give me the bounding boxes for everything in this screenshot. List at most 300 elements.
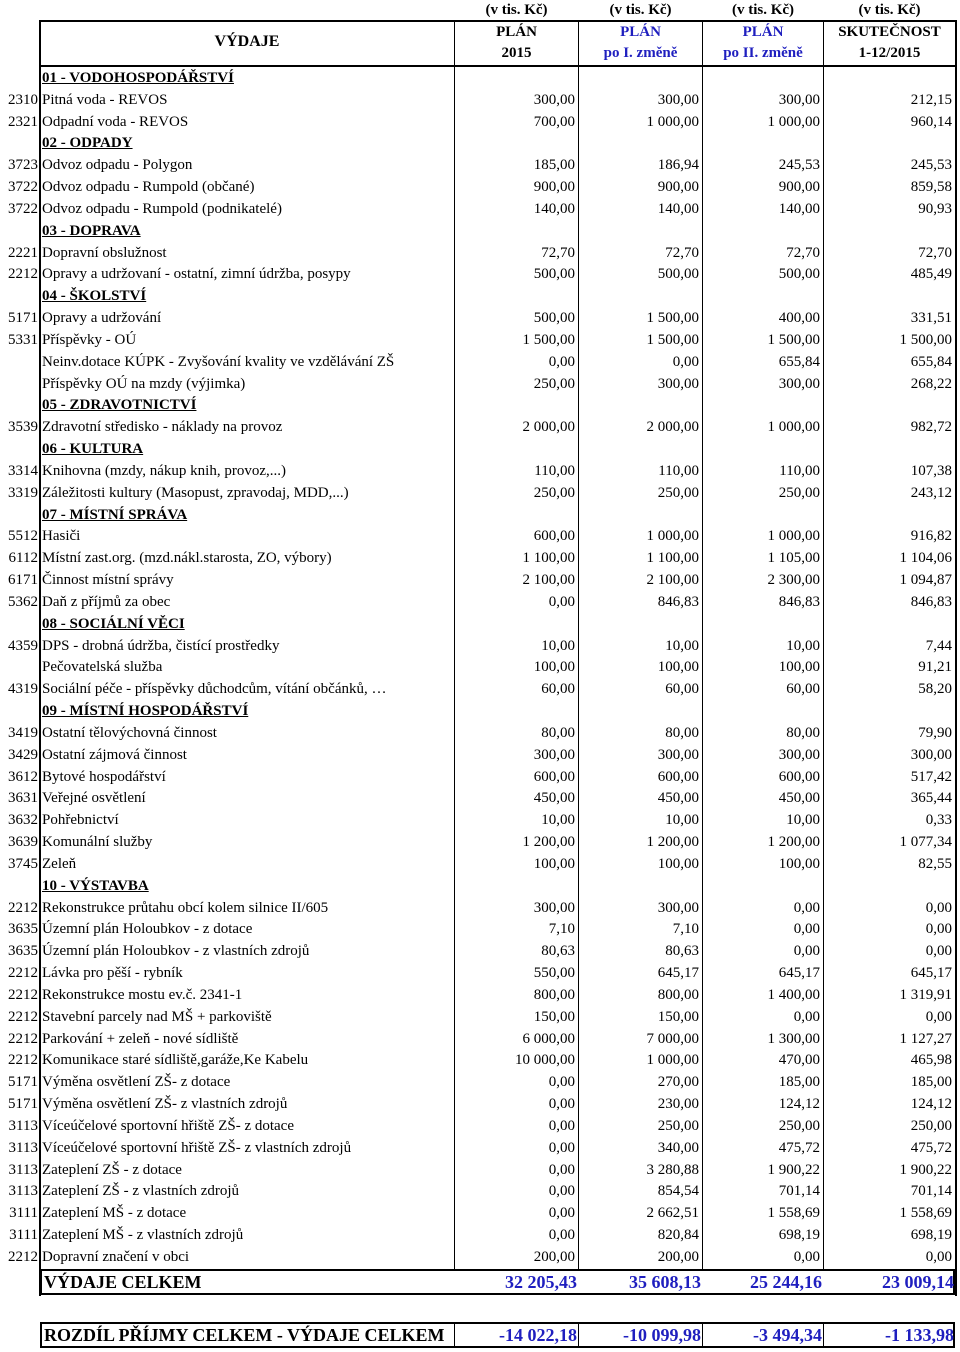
value-col-2: 270,00 bbox=[657, 1074, 699, 1091]
value-col-1: 250,00 bbox=[533, 484, 575, 501]
value-col-4: 1 558,69 bbox=[899, 1205, 952, 1222]
table-row bbox=[0, 809, 960, 831]
value-col-4: 212,15 bbox=[910, 91, 952, 108]
value-col-3: 0,00 bbox=[793, 921, 820, 938]
section-title: 04 - ŠKOLSTVÍ bbox=[42, 288, 147, 305]
table-row bbox=[0, 525, 960, 547]
table-row bbox=[0, 307, 960, 329]
col3-header-line2: po II. změně bbox=[723, 45, 803, 61]
value-col-2: 10,00 bbox=[665, 637, 699, 654]
table-row bbox=[0, 242, 960, 264]
value-col-4: 300,00 bbox=[910, 746, 952, 763]
value-col-3: 250,00 bbox=[778, 484, 820, 501]
table-row bbox=[0, 460, 960, 482]
value-col-2: 7 000,00 bbox=[646, 1030, 699, 1047]
section-header-row bbox=[0, 613, 960, 635]
budget-code: 3639 bbox=[8, 834, 38, 851]
value-col-2: 3 280,88 bbox=[646, 1161, 699, 1178]
value-col-3: 0,00 bbox=[793, 899, 820, 916]
value-col-4: 1 500,00 bbox=[899, 331, 952, 348]
value-col-1: 7,10 bbox=[548, 921, 575, 938]
section-title: 09 - MÍSTNÍ HOSPODÁŘSTVÍ bbox=[42, 703, 249, 720]
item-name: Pitná voda - REVOS bbox=[42, 91, 168, 108]
item-name: Zdravotní středisko - náklady na provoz bbox=[42, 419, 283, 436]
table-row bbox=[0, 678, 960, 700]
value-col-2: 200,00 bbox=[657, 1248, 699, 1265]
value-col-3: 400,00 bbox=[778, 310, 820, 327]
value-col-2: 340,00 bbox=[657, 1139, 699, 1156]
unit-label-3: (v tis. Kč) bbox=[731, 2, 795, 18]
value-col-4: 58,20 bbox=[918, 681, 952, 698]
value-col-1: 0,00 bbox=[548, 1139, 575, 1156]
value-col-4: 0,00 bbox=[925, 921, 952, 938]
budget-code: 3113 bbox=[8, 1117, 38, 1134]
table-row bbox=[0, 569, 960, 591]
value-col-1: 10 000,00 bbox=[515, 1052, 575, 1069]
budget-code: 3539 bbox=[8, 419, 38, 436]
section-header-row bbox=[0, 132, 960, 154]
value-col-1: 300,00 bbox=[533, 91, 575, 108]
value-col-4: 1 319,91 bbox=[899, 986, 952, 1003]
header-top-border bbox=[40, 20, 956, 22]
item-name: Odvoz odpadu - Rumpold (podnikatelé) bbox=[42, 200, 282, 217]
item-name: Ostatní zájmová činnost bbox=[42, 746, 187, 763]
value-col-4: 655,84 bbox=[910, 353, 952, 370]
item-name: Víceúčelové sportovní hřiště ZŠ- z vlastních zdrojů bbox=[42, 1139, 352, 1156]
value-col-4: 0,33 bbox=[925, 812, 952, 829]
value-col-2: 110,00 bbox=[658, 462, 699, 479]
value-col-2: 846,83 bbox=[657, 593, 699, 610]
item-name: Daň z příjmů za obec bbox=[42, 593, 171, 610]
value-col-3: 900,00 bbox=[778, 179, 820, 196]
budget-code: 2212 bbox=[8, 1008, 38, 1025]
item-name: Opravy a udržování bbox=[42, 310, 162, 327]
budget-code: 3632 bbox=[8, 812, 38, 829]
item-name: Hasiči bbox=[42, 528, 81, 545]
budget-code: 3113 bbox=[8, 1183, 38, 1200]
value-col-2: 1 000,00 bbox=[646, 1052, 699, 1069]
value-col-4: 0,00 bbox=[925, 943, 952, 960]
value-col-1: 10,00 bbox=[541, 812, 575, 829]
item-name: Parkování + zeleň - nové sídliště bbox=[42, 1030, 239, 1047]
budget-code: 2212 bbox=[8, 1052, 38, 1069]
value-col-2: 186,94 bbox=[657, 157, 699, 174]
diff-divider-2 bbox=[578, 1324, 579, 1346]
table-row bbox=[0, 1137, 960, 1159]
item-name: Výměna osvětlení ZŠ- z vlastních zdrojů bbox=[42, 1096, 288, 1112]
value-col-2: 7,10 bbox=[672, 921, 699, 938]
table-row bbox=[0, 897, 960, 919]
value-col-3: 500,00 bbox=[778, 266, 820, 283]
value-col-2: 300,00 bbox=[657, 899, 699, 916]
col4-header-line1: SKUTEČNOST bbox=[838, 24, 941, 40]
value-col-2: 1 000,00 bbox=[646, 113, 699, 130]
budget-code bbox=[0, 373, 39, 395]
section-header-row bbox=[0, 394, 960, 416]
item-name: Rekonstrukce mostu ev.č. 2341-1 bbox=[42, 986, 243, 1003]
budget-code: 5362 bbox=[8, 593, 38, 610]
table-row bbox=[0, 1180, 960, 1202]
table-row bbox=[0, 416, 960, 438]
value-col-4: 916,82 bbox=[910, 528, 952, 545]
item-name: Zateplení ZŠ - z vlastních zdrojů bbox=[42, 1183, 240, 1200]
value-col-4: 859,58 bbox=[910, 179, 952, 196]
table-row bbox=[0, 1202, 960, 1224]
table-row bbox=[0, 373, 960, 395]
value-col-2: 600,00 bbox=[657, 768, 699, 785]
value-col-4: 107,38 bbox=[910, 462, 952, 479]
table-row bbox=[0, 482, 960, 504]
value-col-4: 90,93 bbox=[918, 200, 952, 217]
section-header-row bbox=[0, 285, 960, 307]
value-col-3: 0,00 bbox=[793, 1008, 820, 1025]
value-col-4: 250,00 bbox=[910, 1117, 952, 1134]
value-col-3: 1 500,00 bbox=[767, 331, 820, 348]
value-col-4: 517,42 bbox=[910, 768, 952, 785]
value-col-4: 1 127,27 bbox=[899, 1030, 952, 1047]
value-col-3: 645,17 bbox=[778, 965, 820, 982]
item-name: Odpadní voda - REVOS bbox=[42, 113, 189, 130]
item-name: Lávka pro pěší - rybník bbox=[42, 965, 183, 982]
difference-value-3: -3 494,34 bbox=[753, 1325, 822, 1345]
value-col-2: 2 662,51 bbox=[646, 1205, 699, 1222]
value-col-2: 854,54 bbox=[657, 1183, 699, 1200]
value-col-4: 365,44 bbox=[910, 790, 952, 807]
item-name: Příspěvky OÚ na mzdy (výjimka) bbox=[42, 375, 246, 392]
budget-code: 3745 bbox=[8, 855, 38, 872]
value-col-3: 300,00 bbox=[778, 375, 820, 392]
value-col-4: 245,53 bbox=[910, 157, 952, 174]
budget-code bbox=[0, 656, 39, 678]
value-col-4: 960,14 bbox=[910, 113, 952, 130]
value-col-2: 1 200,00 bbox=[646, 834, 699, 851]
item-name: Komunální služby bbox=[42, 834, 153, 851]
value-col-2: 230,00 bbox=[657, 1096, 699, 1112]
value-col-1: 0,00 bbox=[548, 1183, 575, 1200]
budget-code: 3631 bbox=[8, 790, 38, 807]
budget-code: 5171 bbox=[8, 310, 38, 327]
value-col-1: 2 100,00 bbox=[522, 572, 575, 589]
value-col-1: 300,00 bbox=[533, 899, 575, 916]
table-row bbox=[0, 198, 960, 220]
value-col-2: 250,00 bbox=[657, 1117, 699, 1134]
item-name: Dopravní značení v obci bbox=[42, 1248, 190, 1265]
budget-code: 3429 bbox=[8, 746, 38, 763]
section-header-row bbox=[0, 220, 960, 242]
value-col-1: 150,00 bbox=[533, 1008, 575, 1025]
section-title: 06 - KULTURA bbox=[42, 441, 144, 458]
item-name: Odvoz odpadu - Rumpold (občané) bbox=[42, 179, 255, 196]
section-title: 07 - MÍSTNÍ SPRÁVA bbox=[42, 506, 188, 523]
value-col-3: 10,00 bbox=[786, 637, 820, 654]
value-col-1: 0,00 bbox=[548, 1205, 575, 1222]
table-row bbox=[0, 591, 960, 613]
section-title: 02 - ODPADY bbox=[42, 135, 133, 152]
item-name: Ostatní tělovýchovná činnost bbox=[42, 724, 217, 741]
value-col-3: 2 300,00 bbox=[767, 572, 820, 589]
section-title: 10 - VÝSTAVBA bbox=[42, 877, 149, 894]
value-col-4: 268,22 bbox=[910, 375, 952, 392]
value-col-4: 485,49 bbox=[910, 266, 952, 283]
section-header-row bbox=[0, 67, 960, 89]
value-col-4: 982,72 bbox=[910, 419, 952, 436]
total-value-2: 35 608,13 bbox=[629, 1272, 701, 1292]
difference-row bbox=[40, 1322, 955, 1348]
item-name: Místní zast.org. (mzd.nákl.starosta, ZO, výbory) bbox=[42, 550, 332, 567]
value-col-2: 10,00 bbox=[665, 812, 699, 829]
table-row bbox=[0, 1159, 960, 1181]
item-name: Územní plán Holoubkov - z dotace bbox=[42, 921, 253, 938]
col4-header-line2: 1-12/2015 bbox=[858, 45, 921, 61]
value-col-3: 450,00 bbox=[778, 790, 820, 807]
table-row bbox=[0, 984, 960, 1006]
item-name: Zateplení MŠ - z vlastních zdrojů bbox=[42, 1226, 244, 1243]
value-col-4: 79,90 bbox=[918, 724, 952, 741]
value-col-2: 2 100,00 bbox=[646, 572, 699, 589]
budget-code: 5171 bbox=[8, 1096, 38, 1112]
total-value-3: 25 244,16 bbox=[750, 1272, 822, 1292]
table-row bbox=[0, 1028, 960, 1050]
value-col-4: 0,00 bbox=[925, 1248, 952, 1265]
value-col-3: 1 000,00 bbox=[767, 419, 820, 436]
difference-value-4: -1 133,98 bbox=[885, 1325, 954, 1345]
budget-code: 2212 bbox=[8, 899, 38, 916]
item-name: Příspěvky - OÚ bbox=[42, 331, 137, 348]
unit-label-2: (v tis. Kč) bbox=[609, 2, 672, 18]
item-name: Sociální péče - příspěvky důchodcům, vítání občánků, … bbox=[42, 681, 387, 698]
value-col-1: 1 100,00 bbox=[522, 550, 575, 567]
diff-divider-1 bbox=[454, 1324, 455, 1346]
item-name: Pohřebnictví bbox=[42, 812, 119, 829]
value-col-4: 331,51 bbox=[910, 310, 952, 327]
value-col-2: 140,00 bbox=[657, 200, 699, 217]
budget-code: 3419 bbox=[8, 724, 38, 741]
difference-label: ROZDÍL PŘÍJMY CELKEM - VÝDAJE CELKEM bbox=[44, 1325, 445, 1345]
value-col-2: 1 500,00 bbox=[646, 310, 699, 327]
item-name: Stavební parcely nad MŠ + parkoviště bbox=[42, 1008, 272, 1025]
value-col-1: 500,00 bbox=[533, 310, 575, 327]
table-row bbox=[0, 547, 960, 569]
value-col-2: 500,00 bbox=[657, 266, 699, 283]
section-header-row bbox=[0, 504, 960, 526]
diff-divider-3 bbox=[702, 1324, 703, 1346]
budget-code: 3314 bbox=[8, 462, 38, 479]
table-row bbox=[0, 831, 960, 853]
value-col-3: 300,00 bbox=[778, 746, 820, 763]
value-col-1: 700,00 bbox=[533, 113, 575, 130]
value-col-1: 72,70 bbox=[541, 244, 575, 261]
value-col-1: 200,00 bbox=[533, 1248, 575, 1265]
section-header-row bbox=[0, 875, 960, 897]
budget-code: 5512 bbox=[8, 528, 38, 545]
value-col-1: 1 500,00 bbox=[522, 331, 575, 348]
col2-header-line2: po I. změně bbox=[603, 45, 678, 61]
table-row bbox=[0, 351, 960, 373]
budget-code: 4359 bbox=[8, 637, 38, 654]
value-col-4: 124,12 bbox=[910, 1096, 952, 1112]
col1-header-line2: 2015 bbox=[501, 45, 532, 61]
value-col-3: 10,00 bbox=[786, 812, 820, 829]
item-name: Víceúčelové sportovní hřiště ZŠ- z dotace bbox=[42, 1117, 294, 1134]
value-col-3: 1 400,00 bbox=[767, 986, 820, 1003]
value-col-1: 0,00 bbox=[548, 593, 575, 610]
value-col-3: 1 105,00 bbox=[767, 550, 820, 567]
total-row bbox=[40, 1269, 955, 1295]
total-value-4: 23 009,14 bbox=[882, 1272, 954, 1292]
value-col-3: 1 900,22 bbox=[767, 1161, 820, 1178]
item-name: Bytové hospodářství bbox=[42, 768, 166, 785]
budget-code: 3723 bbox=[8, 157, 38, 174]
budget-code: 4319 bbox=[8, 681, 38, 698]
total-label: VÝDAJE CELKEM bbox=[44, 1272, 202, 1292]
item-name: Územní plán Holoubkov - z vlastních zdrojů bbox=[42, 943, 310, 960]
item-name: Rekonstrukce průtahu obcí kolem silnice II/605 bbox=[42, 899, 329, 916]
value-col-2: 645,17 bbox=[657, 965, 699, 982]
value-col-3: 100,00 bbox=[778, 659, 820, 676]
item-name: Komunikace staré sídliště,garáže,Ke Kabelu bbox=[42, 1052, 309, 1069]
value-col-3: 475,72 bbox=[778, 1139, 820, 1156]
value-col-1: 10,00 bbox=[541, 637, 575, 654]
value-col-4: 475,72 bbox=[910, 1139, 952, 1156]
table-row bbox=[0, 154, 960, 176]
value-col-4: 0,00 bbox=[925, 1008, 952, 1025]
value-col-2: 72,70 bbox=[665, 244, 699, 261]
value-col-1: 2 000,00 bbox=[522, 419, 575, 436]
difference-value-1: -14 022,18 bbox=[499, 1325, 577, 1345]
value-col-4: 91,21 bbox=[918, 659, 952, 676]
table-row bbox=[0, 940, 960, 962]
table-row bbox=[0, 918, 960, 940]
value-col-4: 72,70 bbox=[918, 244, 952, 261]
section-title: 08 - SOCIÁLNÍ VĚCI bbox=[42, 615, 185, 632]
value-col-3: 698,19 bbox=[778, 1226, 820, 1243]
section-title: 05 - ZDRAVOTNICTVÍ bbox=[42, 397, 197, 414]
value-col-3: 655,84 bbox=[778, 353, 820, 370]
value-col-3: 72,70 bbox=[786, 244, 820, 261]
col2-header-line1: PLÁN bbox=[620, 24, 661, 40]
budget-code: 5331 bbox=[8, 331, 38, 348]
value-col-3: 0,00 bbox=[793, 1248, 820, 1265]
value-col-1: 0,00 bbox=[548, 1117, 575, 1134]
value-col-3: 470,00 bbox=[778, 1052, 820, 1069]
table-row bbox=[0, 1006, 960, 1028]
budget-code: 2212 bbox=[8, 1248, 38, 1265]
value-col-2: 80,00 bbox=[665, 724, 699, 741]
value-col-4: 185,00 bbox=[910, 1074, 952, 1091]
col1-header-line1: PLÁN bbox=[496, 24, 537, 40]
item-name: Zateplení MŠ - z dotace bbox=[42, 1205, 187, 1222]
table-row bbox=[0, 111, 960, 133]
value-col-4: 82,55 bbox=[918, 855, 952, 872]
section-title: 03 - DOPRAVA bbox=[42, 222, 141, 239]
budget-code: 5171 bbox=[8, 1074, 38, 1091]
value-col-3: 300,00 bbox=[778, 91, 820, 108]
value-col-1: 0,00 bbox=[548, 1096, 575, 1112]
value-col-1: 80,63 bbox=[541, 943, 575, 960]
value-col-3: 1 000,00 bbox=[767, 528, 820, 545]
value-col-1: 900,00 bbox=[533, 179, 575, 196]
value-col-1: 600,00 bbox=[533, 768, 575, 785]
table-row bbox=[0, 787, 960, 809]
table-row bbox=[0, 1224, 960, 1246]
budget-code: 3111 bbox=[9, 1226, 38, 1243]
value-col-3: 0,00 bbox=[793, 943, 820, 960]
value-col-1: 100,00 bbox=[533, 855, 575, 872]
value-col-1: 500,00 bbox=[533, 266, 575, 283]
budget-code bbox=[0, 351, 39, 373]
value-col-4: 1 094,87 bbox=[899, 572, 952, 589]
value-col-4: 1 077,34 bbox=[899, 834, 952, 851]
value-col-1: 1 200,00 bbox=[522, 834, 575, 851]
budget-code: 3635 bbox=[8, 943, 38, 960]
table-row bbox=[0, 766, 960, 788]
table-row bbox=[0, 744, 960, 766]
value-col-1: 450,00 bbox=[533, 790, 575, 807]
table-row bbox=[0, 176, 960, 198]
value-col-3: 250,00 bbox=[778, 1117, 820, 1134]
value-col-2: 300,00 bbox=[657, 746, 699, 763]
value-col-3: 245,53 bbox=[778, 157, 820, 174]
value-col-3: 124,12 bbox=[778, 1096, 820, 1112]
value-col-1: 60,00 bbox=[541, 681, 575, 698]
item-name: Dopravní obslužnost bbox=[42, 244, 167, 261]
item-name: Zateplení ZŠ - z dotace bbox=[42, 1161, 182, 1178]
value-col-2: 450,00 bbox=[657, 790, 699, 807]
value-col-3: 846,83 bbox=[778, 593, 820, 610]
value-col-3: 140,00 bbox=[778, 200, 820, 217]
budget-code: 3113 bbox=[8, 1139, 38, 1156]
value-col-1: 185,00 bbox=[533, 157, 575, 174]
item-name: Odvoz odpadu - Polygon bbox=[42, 157, 193, 174]
table-row bbox=[0, 1246, 960, 1268]
table-row bbox=[0, 962, 960, 984]
value-col-1: 80,00 bbox=[541, 724, 575, 741]
table-row bbox=[0, 635, 960, 657]
value-col-2: 100,00 bbox=[657, 659, 699, 676]
table-row bbox=[0, 853, 960, 875]
value-col-1: 100,00 bbox=[533, 659, 575, 676]
budget-code: 3722 bbox=[8, 179, 38, 196]
value-col-3: 185,00 bbox=[778, 1074, 820, 1091]
item-name: Veřejné osvětlení bbox=[42, 790, 146, 807]
value-col-2: 1 000,00 bbox=[646, 528, 699, 545]
budget-code: 2212 bbox=[8, 965, 38, 982]
value-col-3: 1 200,00 bbox=[767, 834, 820, 851]
diff-divider-4 bbox=[823, 1324, 824, 1346]
value-col-1: 0,00 bbox=[548, 1074, 575, 1091]
section-header-row bbox=[0, 700, 960, 722]
table-row bbox=[0, 89, 960, 111]
value-col-3: 80,00 bbox=[786, 724, 820, 741]
item-name: Činnost místní správy bbox=[42, 572, 174, 589]
value-col-2: 300,00 bbox=[657, 375, 699, 392]
budget-code: 3635 bbox=[8, 921, 38, 938]
value-col-4: 698,19 bbox=[910, 1226, 952, 1243]
budget-code: 3612 bbox=[8, 768, 38, 785]
value-col-2: 1 100,00 bbox=[646, 550, 699, 567]
value-col-4: 645,17 bbox=[910, 965, 952, 982]
value-col-1: 600,00 bbox=[533, 528, 575, 545]
value-col-2: 150,00 bbox=[657, 1008, 699, 1025]
value-col-2: 80,63 bbox=[665, 943, 699, 960]
value-col-3: 110,00 bbox=[779, 462, 820, 479]
budget-code: 3111 bbox=[9, 1205, 38, 1222]
value-col-4: 846,83 bbox=[910, 593, 952, 610]
value-col-1: 800,00 bbox=[533, 986, 575, 1003]
value-col-3: 1 558,69 bbox=[767, 1205, 820, 1222]
value-col-4: 701,14 bbox=[910, 1183, 952, 1200]
item-name: Opravy a udržovaní - ostatní, zimní údržba, posypy bbox=[42, 266, 351, 283]
